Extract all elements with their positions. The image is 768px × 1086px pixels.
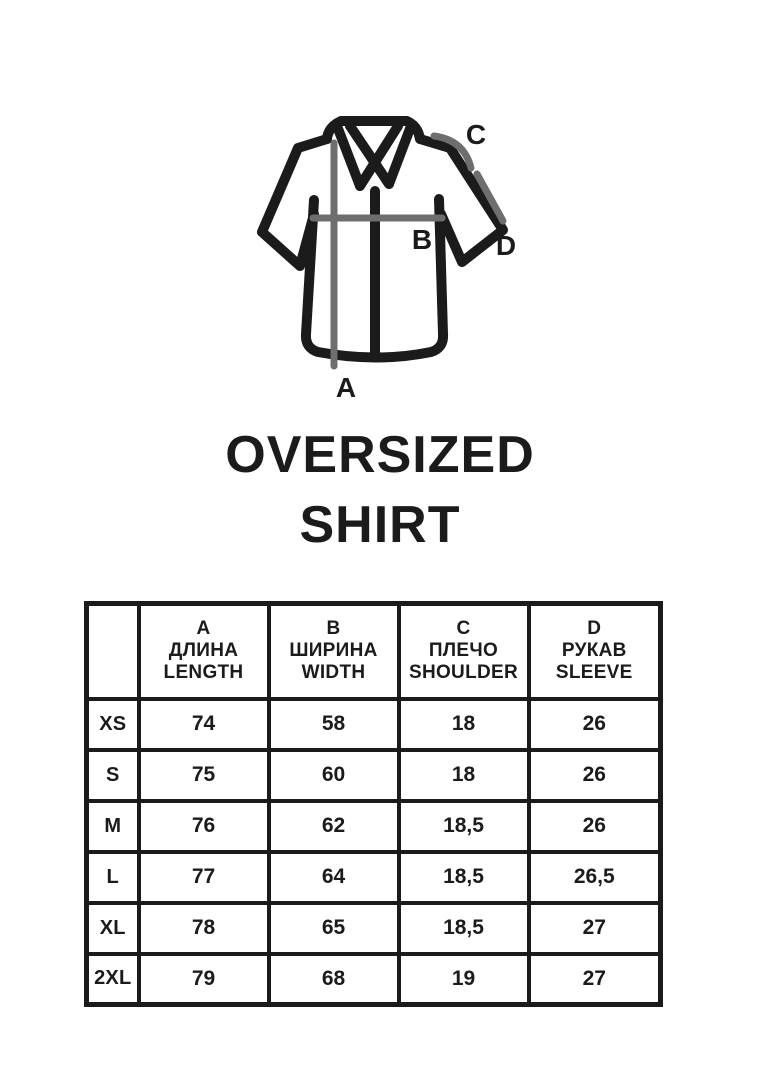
cell-2xl-width: 68 bbox=[269, 954, 399, 1005]
measure-label-b: B bbox=[411, 224, 433, 255]
column-header-shoulder-en: SHOULDER bbox=[408, 662, 518, 684]
cell-xs-sleeve: 26 bbox=[529, 699, 661, 750]
size-label-s: S bbox=[87, 750, 139, 801]
column-header-length-en: LENGTH bbox=[163, 662, 244, 684]
size-row-xl bbox=[87, 903, 661, 954]
column-header-length bbox=[139, 604, 269, 699]
column-header-sleeve-ru: РУКАВ bbox=[561, 640, 627, 662]
shirt-collar-flaps bbox=[337, 126, 411, 186]
size-table bbox=[84, 601, 663, 1007]
cell-xl-shoulder: 18,5 bbox=[399, 903, 529, 954]
title-line-2: SHIRT bbox=[299, 496, 461, 554]
cell-m-shoulder: 18,5 bbox=[399, 801, 529, 852]
column-header-sleeve-letter: D bbox=[587, 618, 602, 640]
column-header-width bbox=[269, 604, 399, 699]
column-header-shoulder bbox=[399, 604, 529, 699]
size-label-xs: XS bbox=[87, 699, 139, 750]
size-table-corner-cell bbox=[87, 604, 139, 699]
size-label-l: L bbox=[87, 852, 139, 903]
cell-s-sleeve: 26 bbox=[529, 750, 661, 801]
cell-s-shoulder: 18 bbox=[399, 750, 529, 801]
cell-l-shoulder: 18,5 bbox=[399, 852, 529, 903]
cell-xl-sleeve: 27 bbox=[529, 903, 661, 954]
cell-xs-width: 58 bbox=[269, 699, 399, 750]
column-header-sleeve-en: SLEEVE bbox=[555, 662, 633, 684]
size-label-m: M bbox=[87, 801, 139, 852]
measure-label-a: A bbox=[335, 372, 357, 403]
cell-2xl-length: 79 bbox=[139, 954, 269, 1005]
column-header-shoulder-letter: C bbox=[456, 618, 471, 640]
measure-label-d: D bbox=[495, 230, 517, 261]
cell-l-sleeve: 26,5 bbox=[529, 852, 661, 903]
cell-2xl-sleeve: 27 bbox=[529, 954, 661, 1005]
cell-xs-length: 74 bbox=[139, 699, 269, 750]
title-line-1: OVERSIZED bbox=[225, 426, 535, 484]
cell-m-width: 62 bbox=[269, 801, 399, 852]
column-header-width-letter: B bbox=[326, 618, 341, 640]
size-row-m bbox=[87, 801, 661, 852]
cell-l-length: 77 bbox=[139, 852, 269, 903]
cell-m-length: 76 bbox=[139, 801, 269, 852]
column-header-width-en: WIDTH bbox=[301, 662, 366, 684]
cell-2xl-shoulder: 19 bbox=[399, 954, 529, 1005]
size-row-l bbox=[87, 852, 661, 903]
cell-xl-length: 78 bbox=[139, 903, 269, 954]
column-header-length-letter: A bbox=[196, 618, 211, 640]
cell-s-length: 75 bbox=[139, 750, 269, 801]
size-table-header-row bbox=[87, 604, 661, 699]
shirt-measurement-diagram bbox=[225, 85, 545, 405]
size-row-2xl bbox=[87, 954, 661, 1005]
cell-m-sleeve: 26 bbox=[529, 801, 661, 852]
size-row-s bbox=[87, 750, 661, 801]
cell-xs-shoulder: 18 bbox=[399, 699, 529, 750]
measure-label-c: C bbox=[465, 119, 487, 150]
column-header-width-ru: ШИРИНА bbox=[289, 640, 378, 662]
size-label-xl: XL bbox=[87, 903, 139, 954]
cell-xl-width: 65 bbox=[269, 903, 399, 954]
cell-s-width: 60 bbox=[269, 750, 399, 801]
size-label-2xl: 2XL bbox=[87, 954, 139, 1005]
column-header-shoulder-ru: ПЛЕЧО bbox=[428, 640, 499, 662]
page-title bbox=[0, 420, 760, 560]
column-header-length-ru: ДЛИНА bbox=[168, 640, 239, 662]
size-row-xs bbox=[87, 699, 661, 750]
cell-l-width: 64 bbox=[269, 852, 399, 903]
column-header-sleeve bbox=[529, 604, 661, 699]
